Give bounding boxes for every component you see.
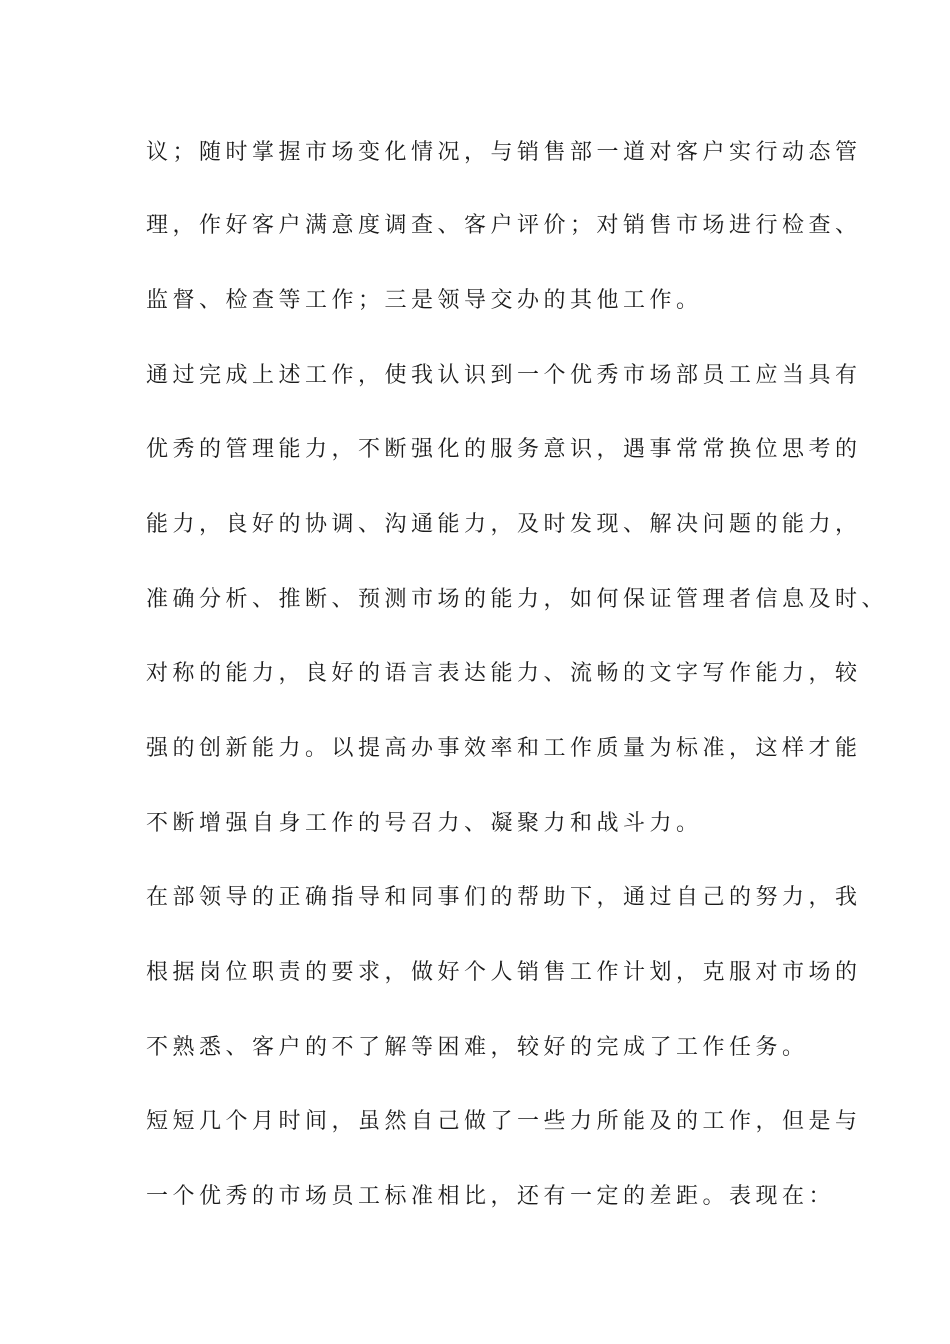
text-line: 一个优秀的市场员工标准相比，还有一定的差距。表现在：: [146, 1184, 836, 1209]
text-line: 能力，良好的协调、沟通能力，及时发现、解决问题的能力，: [146, 512, 862, 537]
text-line: 议；随时掌握市场变化情况，与销售部一道对客户实行动态管: [146, 140, 862, 165]
text-line: 根据岗位职责的要求，做好个人销售工作计划，克服对市场的: [146, 960, 862, 985]
text-line: 监督、检查等工作；三是领导交办的其他工作。: [146, 288, 703, 313]
text-line: 准确分析、推断、预测市场的能力，如何保证管理者信息及时、: [146, 587, 889, 612]
text-line: 对称的能力，良好的语言表达能力、流畅的文字写作能力，较: [146, 661, 862, 686]
text-line: 不断增强自身工作的号召力、凝聚力和战斗力。: [146, 811, 703, 836]
text-line: 短短几个月时间，虽然自己做了一些力所能及的工作，但是与: [146, 1109, 862, 1134]
text-line: 强的创新能力。以提高办事效率和工作质量为标准，这样才能: [146, 736, 862, 761]
text-line: 通过完成上述工作，使我认识到一个优秀市场部员工应当具有: [146, 363, 862, 388]
text-line: 在部领导的正确指导和同事们的帮助下，通过自己的努力，我: [146, 885, 862, 910]
text-line: 不熟悉、客户的不了解等困难，较好的完成了工作任务。: [146, 1035, 809, 1060]
text-line: 理，作好客户满意度调查、客户评价；对销售市场进行检查、: [146, 213, 862, 238]
text-line: 优秀的管理能力，不断强化的服务意识，遇事常常换位思考的: [146, 437, 862, 462]
